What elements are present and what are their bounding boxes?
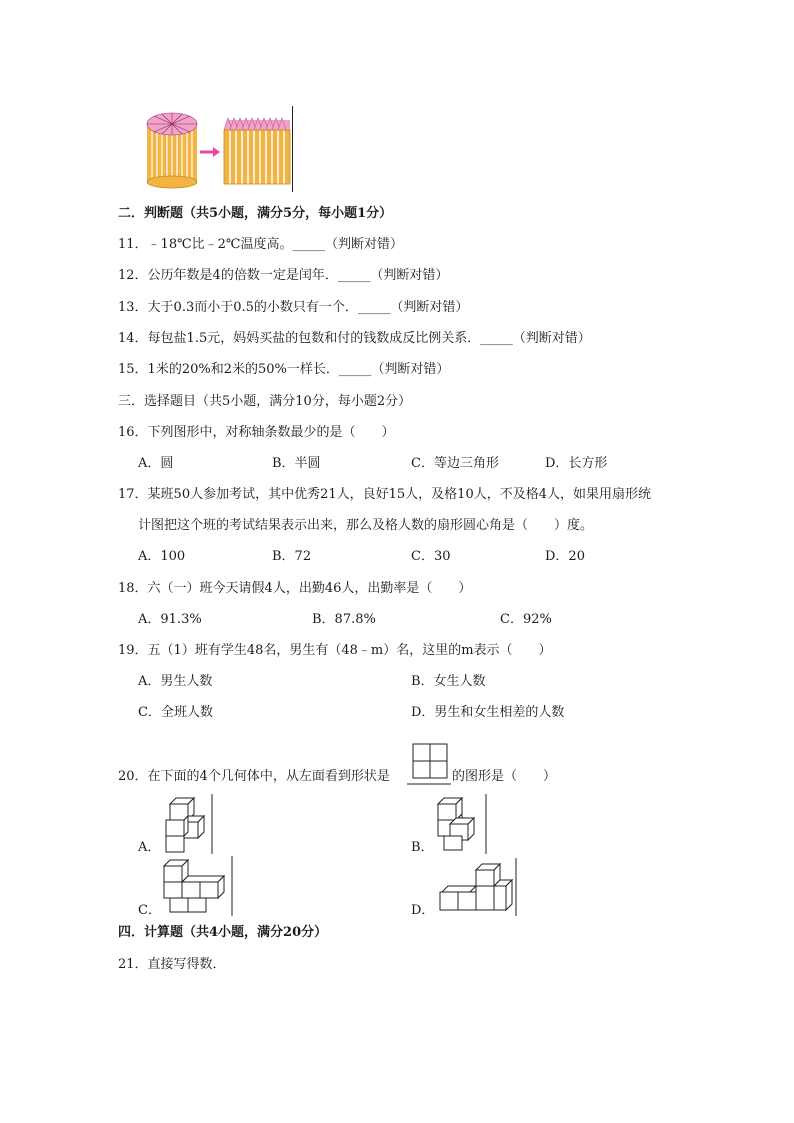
question-16: 16．下列图形中，对称轴条数最少的是（ ）: [118, 425, 395, 440]
q20-option-c-figure: [156, 856, 236, 918]
q20-option-b-label: B．: [411, 840, 434, 855]
q16-option-c: C．等边三角形: [411, 456, 499, 471]
q19-option-a: A．男生人数: [138, 674, 213, 689]
q20-option-a-figure: [156, 794, 216, 856]
left-view-grid-figure: [407, 740, 453, 786]
question-18: 18．六（一）班今天请假4人，出勤46人，出勤率是（ ）: [118, 581, 472, 596]
section-choice-heading: 三．选择题目（共5小题，满分10分，每小题2分）: [118, 394, 412, 409]
question-11: 11．﹣18℃比﹣2℃温度高。_____（判断对错）: [118, 237, 403, 252]
q19-option-d: D．男生和女生相差的人数: [411, 705, 565, 720]
q17-option-d: D．20: [545, 549, 585, 564]
question-13: 13．大于0.3而小于0.5的小数只有一个．_____（判断对错）: [118, 300, 469, 315]
q19-option-c: C．全班人数: [138, 705, 213, 720]
question-17-line2: 计图把这个班的考试结果表示出来，那么及格人数的扇形圆心角是（ ）度。: [138, 518, 594, 533]
section-calc-heading: 四．计算题（共4小题，满分20分）: [118, 925, 328, 940]
q17-option-a: A．100: [138, 549, 186, 564]
section-judge-heading: 二．判断题（共5小题，满分5分，每小题1分）: [118, 206, 393, 221]
question-15: 15．1米的20%和2米的50%一样长．_____（判断对错）: [118, 362, 450, 377]
q16-option-b: B．半圆: [272, 456, 321, 471]
question-12: 12．公历年数是4的倍数一定是闰年．_____（判断对错）: [118, 268, 449, 283]
q18-option-b: B．87.8%: [312, 612, 376, 627]
q17-option-b: B．72: [272, 549, 312, 564]
question-14: 14．每包盐1.5元，妈妈买盐的包数和付的钱数成反比例关系．_____（判断对错）: [118, 331, 591, 346]
q16-option-d: D．长方形: [545, 456, 608, 471]
cylinder-cut-figure: [140, 106, 300, 194]
q16-option-a: A．圆: [138, 456, 174, 471]
q17-option-c: C．30: [411, 549, 451, 564]
q18-option-c: C．92%: [500, 612, 552, 627]
q19-option-b: B．女生人数: [411, 674, 486, 689]
q18-option-a: A．91.3%: [138, 612, 202, 627]
q20-option-b-figure: [430, 794, 490, 856]
q20-option-d-figure: [434, 858, 520, 918]
question-21: 21．直接写得数．: [118, 957, 226, 972]
q20-option-d-label: D．: [411, 903, 435, 918]
question-20-stem-after: 的图形是（ ）: [452, 769, 557, 784]
q20-option-a-label: A．: [138, 840, 161, 855]
question-19: 19．五（1）班有学生48名，男生有（48﹣m）名，这里的m表示（ ）: [118, 643, 552, 658]
question-20-stem-before: 20．在下面的4个几何体中，从左面看到形状是: [118, 769, 390, 784]
figure-divider: [292, 106, 293, 192]
q20-option-c-label: C．: [138, 903, 161, 918]
question-17-line1: 17．某班50人参加考试，其中优秀21人，良好15人，及格10人，不及格4人，如果用扇形统: [118, 487, 651, 502]
